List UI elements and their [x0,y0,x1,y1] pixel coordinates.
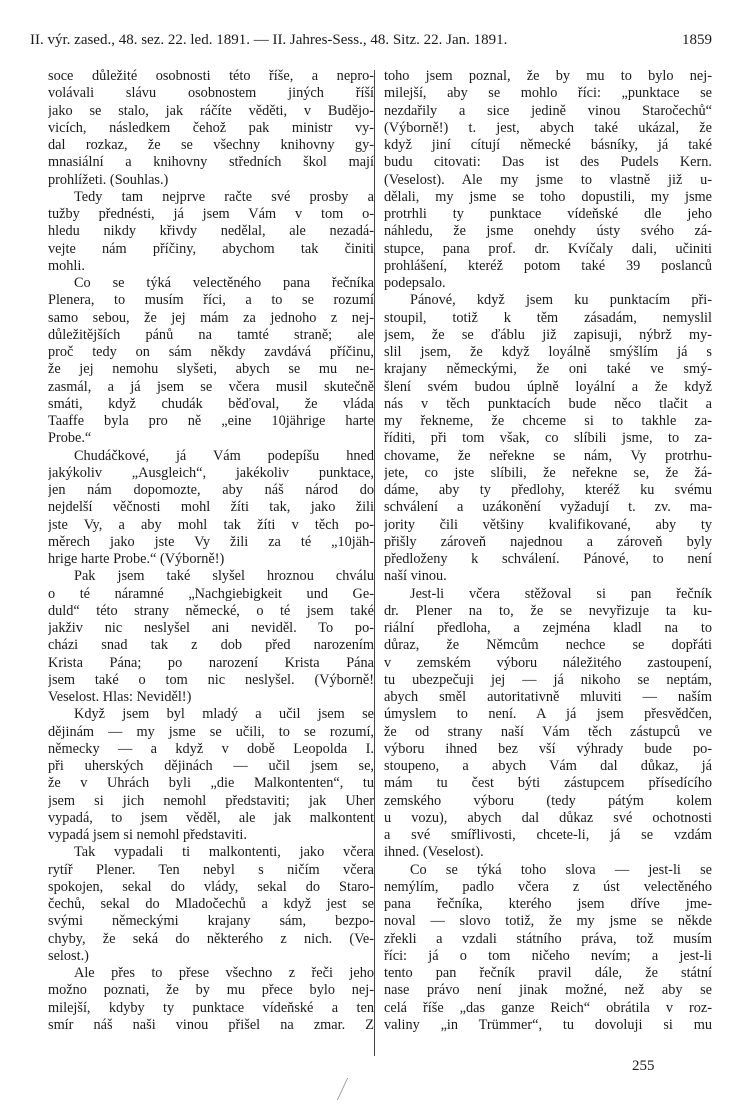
left-text-line: rytíř Plener. Ten nebyl s ničím včera [48,861,374,878]
right-text-line: nase právo není jinak možné, než aby se [384,982,712,999]
right-text-line: toho jsem poznal, že by mu to bylo nej- [384,68,712,84]
right-text-line: naší vinou. [384,568,447,585]
right-text-line: prohlášení, kteréž potom také 39 poslanců [384,257,712,274]
left-text-line: hledu nikdy křivdy nedělal, ale nezadá- [48,223,374,240]
right-text-line: slil jsem, že když loyálně smýšlím já s [384,344,712,360]
right-text-line: my řekneme, že chceme si to takhle za- [384,413,712,429]
left-text-line: milejší, kdyby ty punktace vídeňské a ten [48,999,374,1016]
column-divider [374,70,375,1056]
right-text-line: mám tu čest býti zástupcem přísedícího [384,775,712,792]
right-text-line: chovame, že neřekne se nám, Vy protrhu- [384,447,712,464]
right-text-line: stoupeno, a abych Vám dal důkaz, já [384,758,712,774]
left-text-line: důležitějších pánů na tamté straně; ale [48,326,374,343]
left-text-line: možno poznati, že by mu přece bylo nej- [48,982,374,999]
left-text-line: Chudáčkové, já Vám podepíšu hned [74,447,374,464]
left-text-line: vicích, následkem čehož pak ministr vy- [48,119,374,136]
right-text-line: jete, co jste slíbili, že neřekne se, že žá- [384,464,712,481]
left-text-line: německy — a když v době Leopolda I. [48,740,374,757]
left-text-line: jsem také o tom nic neslyšel. (Výborně! [48,671,374,688]
left-text-line: prohlížeti. (Souhlas.) [48,171,169,188]
right-text-line: že od strany naší Vám těch zástupců ve [384,723,712,740]
left-text-line: tužby přednésti, já jsem Vám v tom o- [48,206,374,222]
left-text-line: dal rozkaz, že se všechny knihovny gy- [48,137,374,153]
right-text-line: (Výborně!) t. jest, abych také ukázal, že [384,119,712,136]
right-text-line: riální předloha, a zejména kladl na to [384,620,712,636]
left-text-line: hrige harte Probe.“ (Výborně!) [48,551,225,567]
right-text-line: Jest-li včera stěžoval si pan řečník [410,585,712,602]
right-text-line: krajany německými, že oni také ve smý- [384,361,712,378]
left-text-line: cházi snad tak z dob před narozením [48,637,374,654]
left-text-line: jen nám dopomozte, aby náš národ do [48,482,374,498]
right-text-line: budu citovati: Das ist des Pudels Kern. [384,154,712,171]
left-text-line: selost.) [48,947,89,964]
right-text-line: předloženy k schválení. Pánové, to není [384,551,712,567]
left-text-line: čechů, sekal do Mladočechů a když jest se [48,896,374,912]
right-text-line: nemýlím, padlo včera z úst velectěného [384,878,712,895]
right-text-line: ihned. (Veselost). [384,844,484,861]
right-text-line: stupce, pana prof. dr. Kvíčaly dali, učiniti [384,240,712,257]
right-text-line: abych směl autoritativně mluviti — naším [384,689,712,705]
left-text-line: Krista Pána; po narození Krista Pána [48,654,374,671]
left-text-line: soce důležité osobnosti této říše, a nepro- [48,68,374,84]
right-text-line: říci: já o tom ničeho nevím; a jest-li [384,947,712,964]
left-text-line: volávali slávu osobnostem jiných říší [48,85,374,102]
right-text-line: protrhli ty punktace vídeňské dle jeho [384,206,712,222]
left-text-line: při uherských dějinách — učil jsem se, [48,758,374,774]
left-text-line: vypadá jsem si nemohl představiti. [48,827,247,843]
left-text-line: Plenera, to musím říci, a to se rozumí [48,292,374,309]
right-text-line: celá říše „das ganze Reich“ obrátila v roz- [384,999,712,1016]
right-text-line: tento pan řečník pravil dále, že státní [384,965,712,981]
left-text-line: že v Uhrách byli „die Malkontenten“, tu [48,775,374,792]
left-text-line: chyby, že seká do některého z nich. (Ve- [48,930,374,947]
left-text-line: Co se týká velectěného pana řečníka [74,275,374,291]
right-text-line: v zemském výboru náležitého zastoupení, [384,654,712,671]
right-text-line: zřekli a vzdali státního práva, tož musím [384,930,712,947]
right-text-line: u vozu), abych dal důkaz své ochotnosti [384,809,712,826]
left-text-line: měrech jako jste Vy žili za té „10jäh- [48,533,374,550]
left-text-line: nejdelší věčnosti mohl žíti tak, jako žili [48,499,374,516]
right-text-line: tu ubezpečuji jej — já nikoho se neptám, [384,671,712,688]
left-text-line: samo sebou, že jej mám za jednoho z nej- [48,309,374,326]
right-text-line: jsem, že se ďáblu již zapisuji, nýbrž my- [384,326,712,343]
left-text-line: Pak jsem také slyšel hroznou chválu [74,568,374,585]
left-text-line: smír náš naši vinou přišel na zmar. Z [48,1016,374,1033]
right-text-line: pana řečníka, kterého jsem dříve jme- [384,896,712,912]
left-text-line: Taaffe byla pro ně „eine 10jährige harte [48,413,374,429]
right-text-line: říditi, při tom však, co slíbili jsme, to za- [384,430,712,447]
left-text-line: jste Vy, a aby mohl tak žíti v těch po- [48,516,374,533]
left-text-line: o té náramné „Nachgiebigkeit und Ge- [48,585,374,602]
left-text-line: Probe.“ [48,430,92,447]
right-text-line: schválení a uzákonění vyžadují t. zv. ma- [384,499,712,516]
left-text-line: smáti, když chudák běďoval, že vláda [48,395,374,412]
stray-mark [337,1078,355,1100]
right-text-line: noval — slovo totiž, že my jsme se někde [384,913,712,930]
left-text-line: jakživ nic neslyšel ani neviděl. To po- [48,620,374,636]
left-text-line: dějinám — my jsme se učili, to se rozumí, [48,723,374,740]
left-text-line: že jej nemohu slyšeti, abych se mu ne- [48,361,374,378]
left-text-line: proč tedy on sám někdy zavdává příčinu, [48,344,374,360]
right-text-line: Pánové, když jsem ku punktacím při- [410,292,712,309]
right-text-line: milejší, aby se mohlo říci: „punktace se [384,85,712,102]
left-text-line: mohli. [48,257,85,274]
right-text-line: stoupil, totiž k těm zásadám, nemyslil [384,309,712,326]
left-text-line: spokojen, sekal do vlády, sekal do Staro- [48,878,374,895]
right-text-line: Co se týká toho slova — jest-li se [410,861,712,878]
running-header [30,32,712,58]
right-text-line: výboru ihned bez vší výhrady bude po- [384,740,712,757]
left-text-line: Tak vypadali ti malkontenti, jako včera [74,844,374,861]
right-text-line: dělali, my jsme se toho dopustili, my jsme [384,188,712,205]
right-text-line: nás v těch punktacích bude něco tlačit a [384,395,712,412]
right-text-line: podepsalo. [384,275,446,291]
right-text-line: zemského výboru (tedy pátým kolem [384,792,712,809]
right-text-line: náhledu, že jsme onehdy ústy svého zá- [384,223,712,240]
left-text-line: vejte nám příčiny, abychom tak činiti [48,240,374,257]
right-text-line: dr. Plener na to, že se nevyřizuje ta ku- [384,602,712,619]
left-text-line: mnasiální a knihovny středních škol mají [48,154,374,171]
right-text-line: důraz, že Němcům nechce se dopřáti [384,637,712,654]
right-text-line: šlení svém budou úplně loyální a že když [384,378,712,395]
right-text-line: valiny „in Trümmer“, tu dovoluji si mu [384,1016,712,1033]
right-text-line: a své smířlivosti, chcete-li, já se vzdám [384,827,712,843]
left-text-line: Veselost. Hlas: Neviděl!) [48,689,192,705]
right-text-line: úmyslem to není. A já jsem přesvědčen, [384,706,712,723]
left-text-line: Když jsem byl mladý a učil jsem se [74,706,374,723]
left-text-line: svými německými krajany sám, bezpo- [48,913,374,930]
left-column [48,68,374,1034]
left-text-line: jsem si jich nemohl představiti; jak Uher [48,792,374,809]
right-text-line: přišly zároveň najednou a zároveň byly [384,533,712,550]
header-page-number: 1859 [682,32,712,48]
left-text-line: Ale přes to přese všechno z řeči jeho [74,965,374,981]
header-title: II. výr. zased., 48. sez. 22. led. 1891. — II. Jahres-Sess., 48. Sitz. 22. Jan. 1891. [30,32,508,48]
left-text-line: jakýkoliv „Ausgleich“, jakékoliv punktace, [48,464,374,481]
left-text-line: zasmál, a já jsem se včera musil skutečně [48,378,374,395]
right-text-line: dáme, aby ty předlohy, kteréž ku svému [384,482,712,498]
footer-page-number: 255 [632,1058,655,1074]
right-text-line: když jiní cítují německé básníky, já také [384,137,712,153]
right-column [384,68,712,1034]
right-text-line: nezdařily a sice jedině vinou Staročechů“ [384,102,712,119]
left-text-line: vypadá, to jsem věděl, ale jak malkontent [48,809,374,826]
left-text-line: duld“ této strany německé, o té jsem také [48,602,374,619]
left-text-line: Tedy tam nejprve račte své prosby a [74,188,374,205]
left-text-line: jako se stalo, jak ráčíte věděti, v Budějo- [48,102,374,119]
right-text-line: (Veselost). Ale my jsme to vlastně již u- [384,171,712,188]
right-text-line: jority čili většiny kvalifikované, aby ty [384,516,712,533]
